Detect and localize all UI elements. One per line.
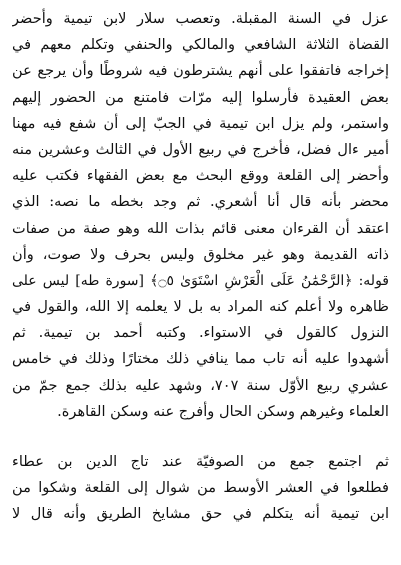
text-line: بعض العقيدة فأرسلوا إليه مرّات فامتنع من الحضور إليهم [12,88,389,106]
text-line: ذاته القديمة وهو غير مخلوق وليس بحرف ولا صوت، وأن [12,245,389,263]
text-line: عشري ربيع الأوّل سنة ٧٠٧، وشهد عليه بذلك جمع جمّ من [12,376,389,394]
text-line: النزول كالقول في الاستواء. وكتبه أحمد بن تيمية. ثم [12,324,389,342]
text-line: أشهدوا عليه أنه تاب مما ينافي ذلك مختارًا وذلك في خامس [12,350,389,368]
text-line: العلماء وغيرهم وسكن الحال وأفرج عنه وسكن القاهرة. [57,402,389,420]
text-line: فطلعوا في العشر الأوسط من شوال إلى القلعة وشكوا من [12,479,389,497]
text-line: اعتقد أن القرءان معنى قائم بذات الله وهو صفة من صفات [12,219,389,237]
text-line: القضاة الثلاثة الشافعي والمالكي والحنفي وتكلم معهم في [12,36,389,54]
text-line: محضر بأنه قال أنا أشعري. ثم وجد بخطه ما نصه: الذي [12,193,389,211]
text-line: ظاهره ولا أعلم كنه المراد به بل لا يعلمه إلا الله، والقول في [12,298,389,316]
text-line: ثم اجتمع جمع من الصوفيّة عند تاج الدين بن عطاء [12,453,389,470]
paragraph-gap [12,425,389,449]
paragraph-1 [12,6,389,425]
text-line: وأحضر إلى القلعة ووقع البحث مع بعض الفقهاء فكتب عليه [12,167,389,185]
text-line: عزل في السنة المقبلة. وتعصب سلار لابن تيمية وأحضر [12,10,389,27]
paragraph-2 [12,449,389,528]
text-line: إخراجه فاتفقوا على أنهم يشترطون فيه شروطًا وأن يرجع عن [12,62,389,80]
text-line: ابن تيمية أنه يتكلم في حق مشايخ الطريق وأنه قال لا [12,505,389,523]
text-line: أمير ءال فضل، فأخرج في ربيع الأول في الثالث وعشرين منه [12,140,389,158]
quran-verse-line: قوله: ﴿الرَّحْمَٰنُ عَلَى الْعَرْشِ اسْتَوَىٰ ۝٥﴾ [سورة طه] ليس على [12,272,389,289]
text-line: واستمر، ولم يزل ابن تيمية في الجبّ إلى أن شفع فيه مهنا [12,114,389,132]
